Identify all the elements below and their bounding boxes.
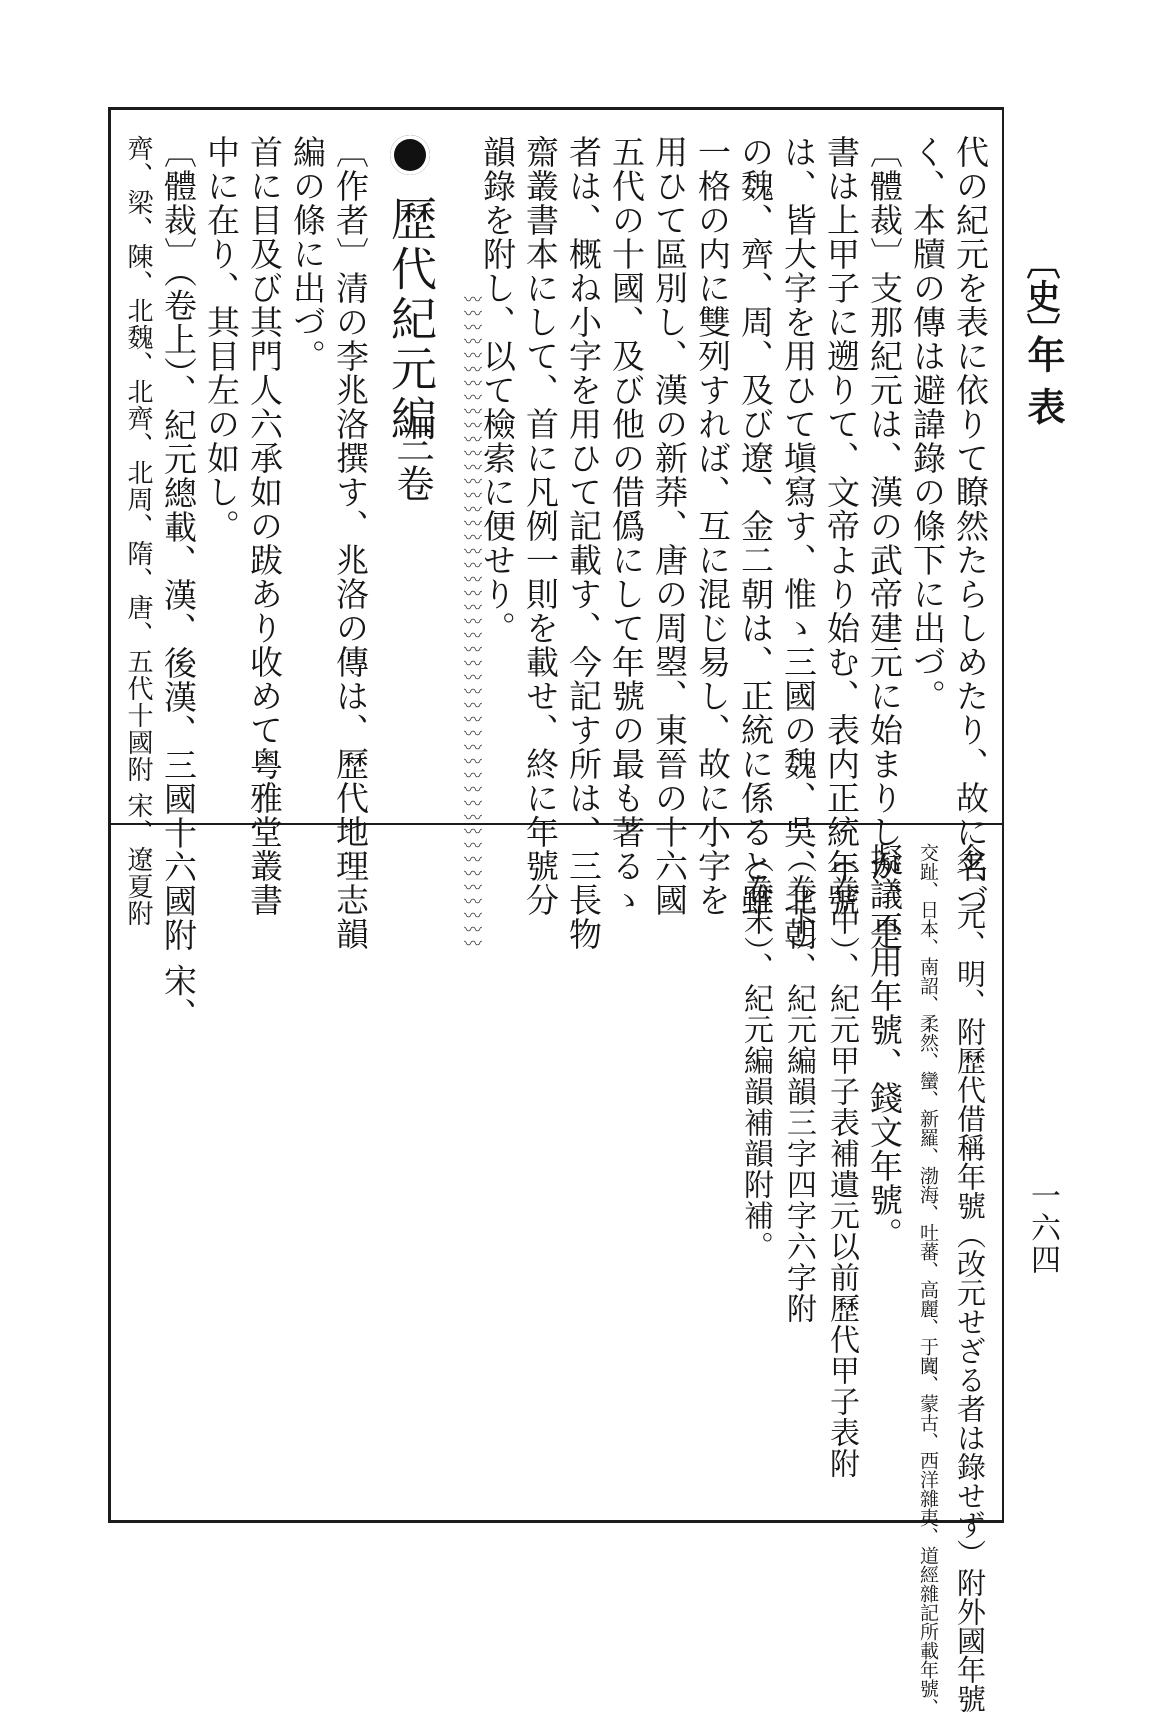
text-column: 〔作者〕清の李兆洛撰す、兆洛の傳は、歷代地理志韻 (331, 135, 370, 951)
text-column: 〔體裁〕（卷上）、紀元總載、漢、後漢、三國十六國附 宋、 (159, 135, 198, 1032)
text-column: く、本牘の傳は避諱錄の條下に出づ。 (908, 135, 947, 713)
frame-top-border (108, 107, 1003, 110)
text-column: 齊、梁、陳、北魏、北齊、北周、隋、唐、五代十國附 宋、遼夏附 (123, 135, 153, 928)
text-column: 擬議不用年號、錢文年號。 (865, 843, 904, 1251)
frame-left-border (108, 107, 111, 1522)
category-label: 〔史〕 (1020, 245, 1060, 347)
text-column: 韻錄を附し、以て檢索に便せり。 (478, 135, 517, 645)
text-column: （卷中）、紀元甲子表補遺元以前歷代甲子表附 (824, 843, 859, 1479)
entry-bullet-icon (390, 135, 430, 175)
text-column: 〔體裁〕支那紀元は、漢の武帝建元に始まりしが、是 (865, 135, 904, 951)
text-column: 金、元、明、附歷代借稱年號（改元せざる者は錄せず）附外國年號 (953, 843, 987, 1713)
text-column: 代の紀元を表に依りて瞭然たらしめたり、故に名づ (951, 135, 990, 917)
frame-bottom-border (108, 1520, 1003, 1523)
wavy-separator: 〰〰〰〰〰〰〰〰〰〰〰〰〰〰〰〰〰〰〰〰〰〰〰〰〰〰〰〰〰〰〰〰〰〰〰〰〰〰〰〰〰〰〰〰〰〰〰 (461, 290, 482, 948)
text-column: （卷下）、紀元編韻三字四字六字附 (781, 843, 816, 1324)
text-column: 一格の内に雙列すれば、互に混じ易し、故に小字を (693, 135, 732, 917)
text-column: 編の條に出づ。 (288, 135, 327, 373)
text-column: 中に在り、其目左の如し。 (202, 135, 241, 543)
text-column: 書は上甲子に遡りて、文帝より始む、表内正統年號 (822, 135, 861, 917)
text-column: 交趾、日本、南詔、柔然、蠻、新羅、渤海、吐蕃、高麗、于闐、蒙古、西洋雜夷、道經雜記所載年號、 (917, 843, 939, 1717)
entry-title: 歷代紀元編 (384, 195, 438, 445)
entry-volumes: 三卷 (390, 425, 434, 503)
text-column: の魏、齊、周、及び遼、金二朝は、正統に係ると雖 (736, 135, 775, 917)
text-column: 五代の十國、及び他の借僞にして年號の最も著るゝ (607, 135, 646, 917)
frame-right-border (1002, 107, 1004, 1523)
section-title: 年表 (1021, 335, 1066, 439)
text-column: （卷末）、紀元編韻補韻附補。 (738, 843, 773, 1262)
text-column: 用ひて區別し、漢の新莽、唐の周曌、東晉の十六國 (650, 135, 689, 917)
text-column: は、皆大字を用ひて塡寫す、惟ゝ三國の魏、吳、北朝 (779, 135, 818, 951)
page-number: 一六四 (1025, 1180, 1060, 1276)
text-column: 首に目及び其門人六承如の跋あり收めて粤雅堂叢書 (245, 135, 284, 917)
text-column: 者は、概ね小字を用ひて記載す、今記す所は、三長物 (564, 135, 603, 951)
text-column: 齋叢書本にして、首に凡例一則を載せ、終に年號分 (521, 135, 560, 917)
